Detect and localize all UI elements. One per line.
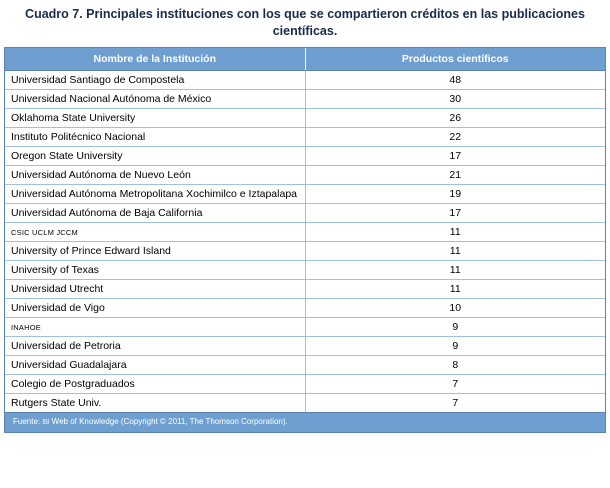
table-row bbox=[5, 280, 605, 299]
cell-institution-name: Universidad de Vigo bbox=[5, 299, 305, 318]
table-row bbox=[5, 242, 605, 261]
isi-logo-icon: ISI bbox=[42, 419, 50, 426]
cell-product-count: 7 bbox=[452, 397, 459, 409]
table-row bbox=[5, 223, 605, 242]
cell-product-count: 9 bbox=[305, 337, 605, 356]
page-title: Cuadro 7. Principales instituciones con los que se compartieron créditos en las publicaciones científicas. bbox=[25, 7, 585, 38]
institutions-table-container bbox=[4, 47, 606, 413]
table-row bbox=[5, 109, 605, 128]
cell-product-count: 22 bbox=[305, 128, 605, 147]
table-header bbox=[5, 48, 605, 71]
cell-product-count: 17 bbox=[305, 204, 605, 223]
table-row bbox=[5, 166, 605, 185]
cell-institution-name: Universidad Guadalajara bbox=[5, 356, 305, 375]
table-row bbox=[5, 147, 605, 166]
cell-product-count: 9 bbox=[305, 318, 605, 337]
cell-product-count: 17 bbox=[305, 147, 605, 166]
footer-prefix: Fuente: bbox=[13, 417, 41, 426]
table-row bbox=[5, 71, 605, 90]
table-row bbox=[5, 318, 605, 337]
cell-product-count: 21 bbox=[305, 166, 605, 185]
table-row bbox=[5, 185, 605, 204]
cell-product-count: 11 bbox=[305, 280, 605, 299]
footer-text: Web of Knowledge (Copyright © 2011, The Thomson Corporation). bbox=[51, 417, 288, 426]
cell-institution-name: CSIC UCLM JCCM bbox=[5, 223, 305, 242]
cell-product-count: 11 bbox=[305, 242, 605, 261]
cell-institution-name: Universidad Santiago de Compostela bbox=[5, 71, 305, 90]
table-header-row bbox=[5, 48, 605, 71]
table-row bbox=[5, 337, 605, 356]
cell-institution-name: Universidad de Petroria bbox=[5, 337, 305, 356]
cell-institution-name: Universidad Autónoma de Baja California bbox=[5, 204, 305, 223]
cell-product-count: 19 bbox=[305, 185, 605, 204]
table-row bbox=[5, 299, 605, 318]
cell-product-count: 11 bbox=[305, 223, 605, 242]
table-row bbox=[5, 356, 605, 375]
cell-institution-name: Universidad Nacional Autónoma de México bbox=[5, 90, 305, 109]
table-row bbox=[5, 375, 605, 394]
cell-product-count: 8 bbox=[305, 356, 605, 375]
institutions-table bbox=[5, 48, 605, 412]
column-header-institution: Nombre de la Institución bbox=[5, 48, 305, 71]
table-row bbox=[5, 394, 605, 413]
table-row bbox=[5, 90, 605, 109]
cell-product-count: 26 bbox=[305, 109, 605, 128]
cell-institution-name: Universidad Autónoma de Nuevo León bbox=[5, 166, 305, 185]
table-row bbox=[5, 128, 605, 147]
table-row bbox=[5, 261, 605, 280]
column-header-products: Productos científicos bbox=[305, 48, 605, 71]
table-body bbox=[5, 71, 605, 413]
cell-institution-name: Oregon State University bbox=[5, 147, 305, 166]
cell-institution-name: Oklahoma State University bbox=[5, 109, 305, 128]
cell-institution-name: Universidad Autónoma Metropolitana Xochimilco e Iztapalapa bbox=[5, 185, 305, 204]
cell-institution-name: Instituto Politécnico Nacional bbox=[5, 128, 305, 147]
table-row bbox=[5, 204, 605, 223]
cell-institution-name: INAHOE bbox=[5, 318, 305, 337]
cell-product-count: 7 bbox=[305, 375, 605, 394]
cell-institution-name: Rutgers State Univ. bbox=[5, 394, 305, 413]
cell-product-count: 10 bbox=[305, 299, 605, 318]
table-source-footer bbox=[4, 413, 606, 433]
cell-product-count: 30 bbox=[305, 90, 605, 109]
cell-institution-name: University of Prince Edward Island bbox=[5, 242, 305, 261]
cell-product-count: 48 bbox=[305, 71, 605, 90]
cell-institution-name: University of Texas bbox=[5, 261, 305, 280]
cell-product-count: 11 bbox=[305, 261, 605, 280]
cell-institution-name: Colegio de Postgraduados bbox=[5, 375, 305, 394]
cell-institution-name: Universidad Utrecht bbox=[5, 280, 305, 299]
